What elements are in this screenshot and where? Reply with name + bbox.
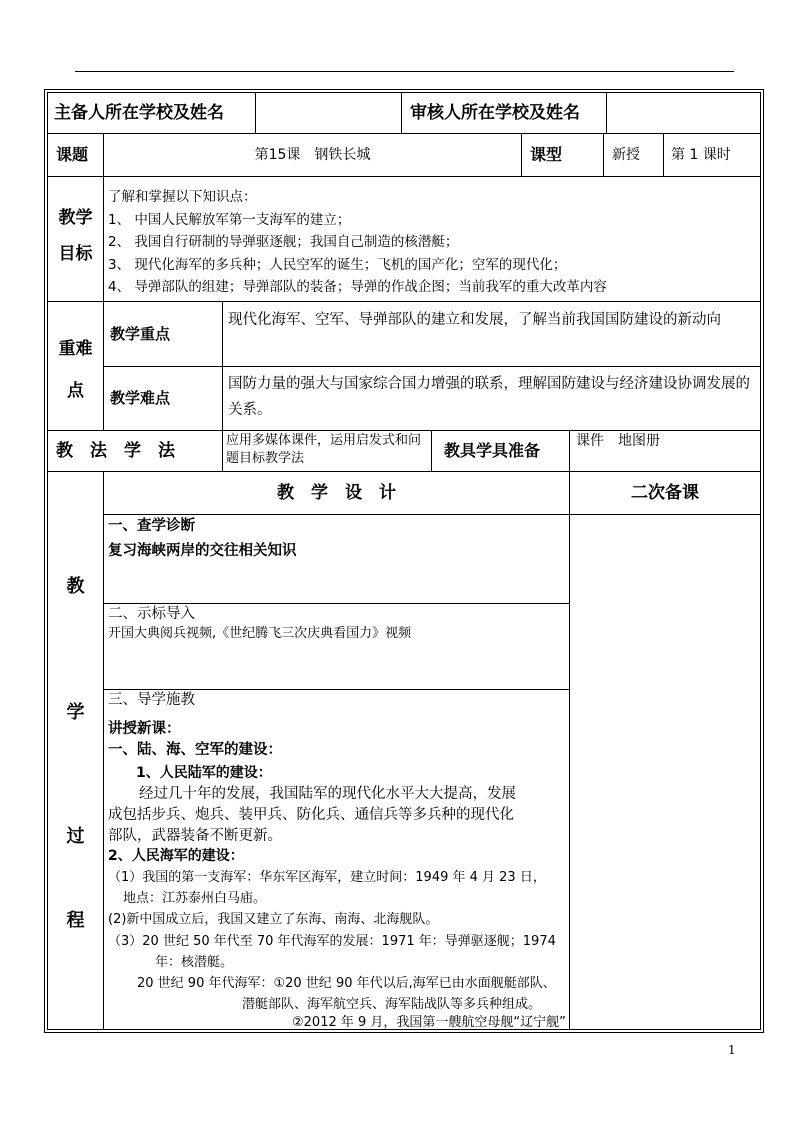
s3-line: （3）20 世纪 50 年代至 70 年代海军的发展：1971 年：导弹驱逐舰；1974 [108, 934, 556, 949]
second-prep-header: 二次备课 [631, 483, 699, 503]
s3-line: 潜艇部队、海军航空兵、海军陆战队等多兵种组成。 [242, 997, 542, 1012]
process-label-1: 教 [66, 576, 85, 597]
tools-value: 课件 地图册 [576, 433, 660, 449]
s3-line: 1、人民陆军的建设： [136, 765, 272, 781]
difficulty-value: 国防力量的强大与国家综合国力增强的联系，理解国防建设与经济建设协调发展的关系。 [228, 376, 750, 418]
reviewer-value[interactable] [607, 93, 760, 133]
tools-label: 教具学具准备 [444, 441, 541, 460]
section-3-title: 三、导学施教 [108, 692, 195, 708]
s3-line: （1）我国的第一支海军：华东军区海军，建立时间：1949 年 4 月 23 日， [108, 870, 546, 885]
s3-line: 部队，武器装备不断更新。 [108, 828, 282, 844]
methods-value: 应用多媒体课件，运用启发式和问题目标教学法 [226, 433, 422, 466]
process-label-4: 程 [66, 910, 85, 931]
key-points-label: 重难 点 [58, 339, 93, 401]
focus-label: 教学重点 [110, 325, 171, 343]
process-label-3: 过 [66, 826, 85, 847]
focus-value: 现代化海军、空军、导弹部队的建立和发展，了解当前我国国防建设的新动向 [228, 312, 721, 328]
section-2-body: 开国大典阅兵视频,《世纪腾飞三次庆典看国力》视频 [108, 626, 412, 641]
s3-line: 20 世纪 90 年代海军：①20 世纪 90 年代以后,海军已由水面舰艇部队、 [137, 976, 556, 991]
objective-item: 4、 导弹部队的组建；导弹部队的装备；导弹的作战企图；当前我军的重大改革内容 [108, 279, 607, 295]
s3-line: 成包括步兵、炮兵、装甲兵、防化兵、通信兵等多兵种的现代化 [108, 807, 514, 823]
s3-line: 经过几十年的发展，我国陆军的现代化水平大大提高，发展 [139, 786, 516, 802]
objective-item: 3、 现代化海军的多兵种；人民空军的诞生；飞机的国产化；空军的现代化； [108, 256, 567, 273]
s3-line: 年：核潜艇。 [155, 955, 234, 970]
objective-item: 2、 我国自行研制的导弹驱逐舰；我国自己制造的核潜艇； [108, 234, 459, 250]
type-value: 新授 [612, 147, 640, 163]
s3-line: 2、人民海军的建设： [108, 848, 244, 864]
methods-label: 教 法 学 法 [56, 441, 175, 461]
objective-item: 1、 中国人民解放军第一支海军的建立； [108, 211, 351, 228]
page-number: 1 [728, 1043, 736, 1057]
section-2-title: 二、示标导入 [108, 606, 195, 622]
reviewer-label: 审核人所在学校及姓名 [410, 103, 580, 123]
section-1-title: 一、查学诊断 [108, 518, 195, 534]
s3-line: ②2012 年 9 月，我国第一艘航空母舰“辽宁舰” [292, 1015, 566, 1030]
topic-value: 第15课 钢铁长城 [254, 147, 371, 163]
periods-value: 第 1 课时 [671, 147, 731, 163]
objectives-intro: 了解和掌握以下知识点： [108, 189, 257, 205]
s3-line: (2)新中国成立后，我国又建立了东海、南海、北海舰队。 [108, 912, 439, 927]
preparer-label: 主备人所在学校及姓名 [54, 103, 224, 123]
s3-line: 一、陆、海、空军的建设： [108, 742, 282, 758]
difficulty-label: 教学难点 [110, 389, 171, 407]
s3-line: 讲授新课： [108, 721, 181, 737]
design-header: 教 学 设 计 [277, 483, 396, 503]
process-label-2: 学 [66, 702, 85, 723]
objectives-list [108, 186, 758, 299]
topic-label: 课题 [56, 145, 89, 164]
section-1-body: 复习海峡两岸的交往相关知识 [108, 543, 297, 559]
preparer-value[interactable] [256, 93, 401, 133]
s3-line: 地点：江苏泰州白马庙。 [123, 891, 267, 906]
objectives-label: 教学 目标 [58, 208, 93, 264]
type-label: 课型 [530, 145, 563, 164]
